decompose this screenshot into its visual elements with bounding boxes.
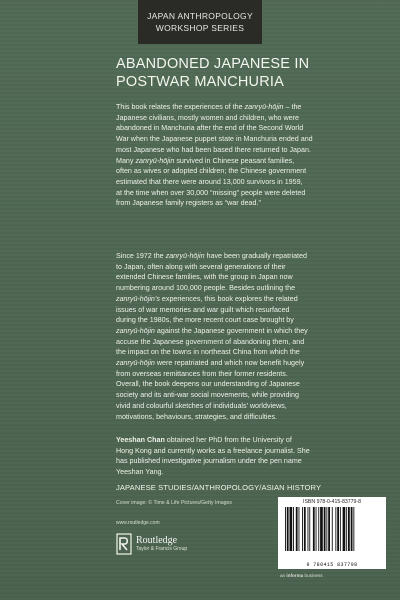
text-line: from Japanese family registers as “war dead.” (116, 199, 261, 208)
text-line: to Japan, often along with several generations of their (116, 262, 286, 271)
text-line: extended Chinese families, with the group in Japan now (116, 273, 293, 282)
informa-suffix: business (303, 573, 323, 578)
routledge-logo-icon (116, 533, 132, 555)
barcode-bar (296, 507, 298, 551)
barcode-bar (320, 507, 323, 551)
italic-term: zanryū-hōjin’s (116, 294, 160, 303)
text-line: has published investigative journalism under the pen name (116, 457, 302, 466)
text-line: zanryū-hōjin’s experiences, this book explores the related (116, 294, 298, 303)
text-line: Overall, the book deepens our understanding of Japanese (116, 380, 300, 389)
barcode-bar (343, 507, 346, 551)
description-paragraph-2 (116, 251, 392, 422)
text-line: motivations, behaviours, strategies, and difficulties. (116, 412, 278, 421)
text-line: numbering around 100,000 people. Besides outlining the (116, 284, 296, 293)
series-line-1: JAPAN ANTHROPOLOGY (147, 11, 253, 21)
text-line: estimated that there were around 13,000 survivors in 1959, (116, 177, 303, 186)
barcode-bar (340, 507, 341, 551)
text-line: Since 1972 the zanryū-hōjin have been gradually repatriated (116, 252, 307, 260)
italic-term: zanryū-hōjin (244, 103, 284, 111)
barcode-bar (309, 507, 310, 551)
italic-term: zanryū-hōjin (116, 326, 155, 335)
text-line: War when the Japanese puppet state in Manchuria ended and (116, 135, 313, 144)
series-label-box (138, 0, 262, 44)
publisher-name: Routledge (136, 535, 178, 546)
text-line: zanryū-hōjin were repatriated and which now benefit hugely (116, 359, 305, 368)
barcode-bar (337, 507, 339, 551)
barcode-digits: 9 780415 837798 (306, 562, 358, 568)
publisher-block (116, 533, 187, 555)
text-line: accuse the Japanese government of abandoning them, and (116, 337, 305, 346)
book-title (116, 55, 386, 91)
isbn-barcode-block (278, 497, 386, 569)
barcode-bar (346, 507, 347, 551)
italic-term: zanryū-hōjin (135, 156, 175, 165)
barcode-bar (348, 507, 350, 551)
title-line-1: ABANDONED JAPANESE IN (116, 56, 310, 72)
barcode-bar (332, 507, 333, 551)
barcode-bar (304, 507, 306, 551)
publisher-group: Taylor & Francis Group (136, 546, 188, 552)
barcode-bar (318, 507, 319, 551)
barcode-bar (287, 507, 289, 551)
barcode-bar (302, 507, 303, 551)
text-line: issues of war memories and war guilt which resurfaced (116, 305, 290, 314)
barcode-bar (316, 507, 317, 551)
informa-prefix: an (280, 573, 287, 578)
text-line: zanryū-hōjin against the Japanese government in which they (116, 326, 308, 335)
subject-categories: JAPANESE STUDIES/ANTHROPOLOGY/ASIAN HISTORY (116, 483, 322, 492)
text-line: at the time when over 30,000 “missing” people were deleted (116, 188, 306, 197)
text-line: during the 1980s, the more recent court case brought by (116, 316, 294, 325)
italic-term: zanryū-hōjin (116, 359, 155, 368)
text-line: Yeeshan Yang. (116, 468, 164, 477)
series-line-2: WORKSHOP SERIES (155, 23, 245, 33)
text-line: Hong Kong and currently works as a freelance journalist. She (116, 446, 310, 455)
cover-image-credit: Cover image: © Time & Life Pictures/Getty Images (116, 500, 232, 506)
text-line: Japanese civilians, mostly women and children, who were (116, 113, 299, 122)
isbn-label: ISBN 978-0-415-83779-8 (303, 499, 361, 505)
barcode-bar (353, 507, 354, 551)
barcode-bar (293, 507, 294, 551)
informa-business-tag (280, 573, 323, 578)
barcode-icon (281, 507, 383, 559)
barcode-bar (308, 507, 309, 551)
publisher-website: www.routledge.com (116, 520, 160, 526)
author-bio-paragraph (116, 435, 392, 478)
text-line: the impact on the towns in northeast China from which the (116, 348, 300, 357)
barcode-bar (313, 507, 315, 551)
barcode-bar (326, 507, 327, 551)
text-line: vivid and colourful sketches of individuals’ worldviews, (116, 401, 287, 410)
informa-brand: informa (286, 573, 304, 578)
barcode-bar (299, 507, 300, 551)
text-line: often as wives or adopted children; the Chinese government (116, 167, 307, 176)
text-line: Yeeshan Chan obtained her PhD from the University of (116, 436, 292, 444)
text-line: most Japanese who had been based there returned to Japan. (116, 145, 311, 154)
text-line: This book relates the experiences of the zanryū-hōjin – the (116, 103, 302, 111)
text-line: society and its anti-war social movements, while providing (116, 391, 299, 400)
description-paragraph-1 (116, 102, 392, 209)
barcode-bar (328, 507, 330, 551)
barcode-bar (285, 507, 286, 551)
barcode-bar (335, 507, 336, 551)
barcode-bar (324, 507, 326, 551)
italic-term: zanryū-hōjin (165, 252, 205, 260)
author-name: Yeeshan Chan (116, 436, 165, 444)
text-line: Many zanryū-hōjin survived in Chinese peasant families, (116, 156, 295, 165)
text-line: abandoned in Manchuria after the end of the Second World (116, 124, 304, 133)
barcode-bar (351, 507, 353, 551)
text-line: from overseas remittances from their former residents. (116, 369, 288, 378)
title-line-2: POSTWAR MANCHURIA (116, 74, 285, 90)
barcode-bar (290, 507, 293, 551)
